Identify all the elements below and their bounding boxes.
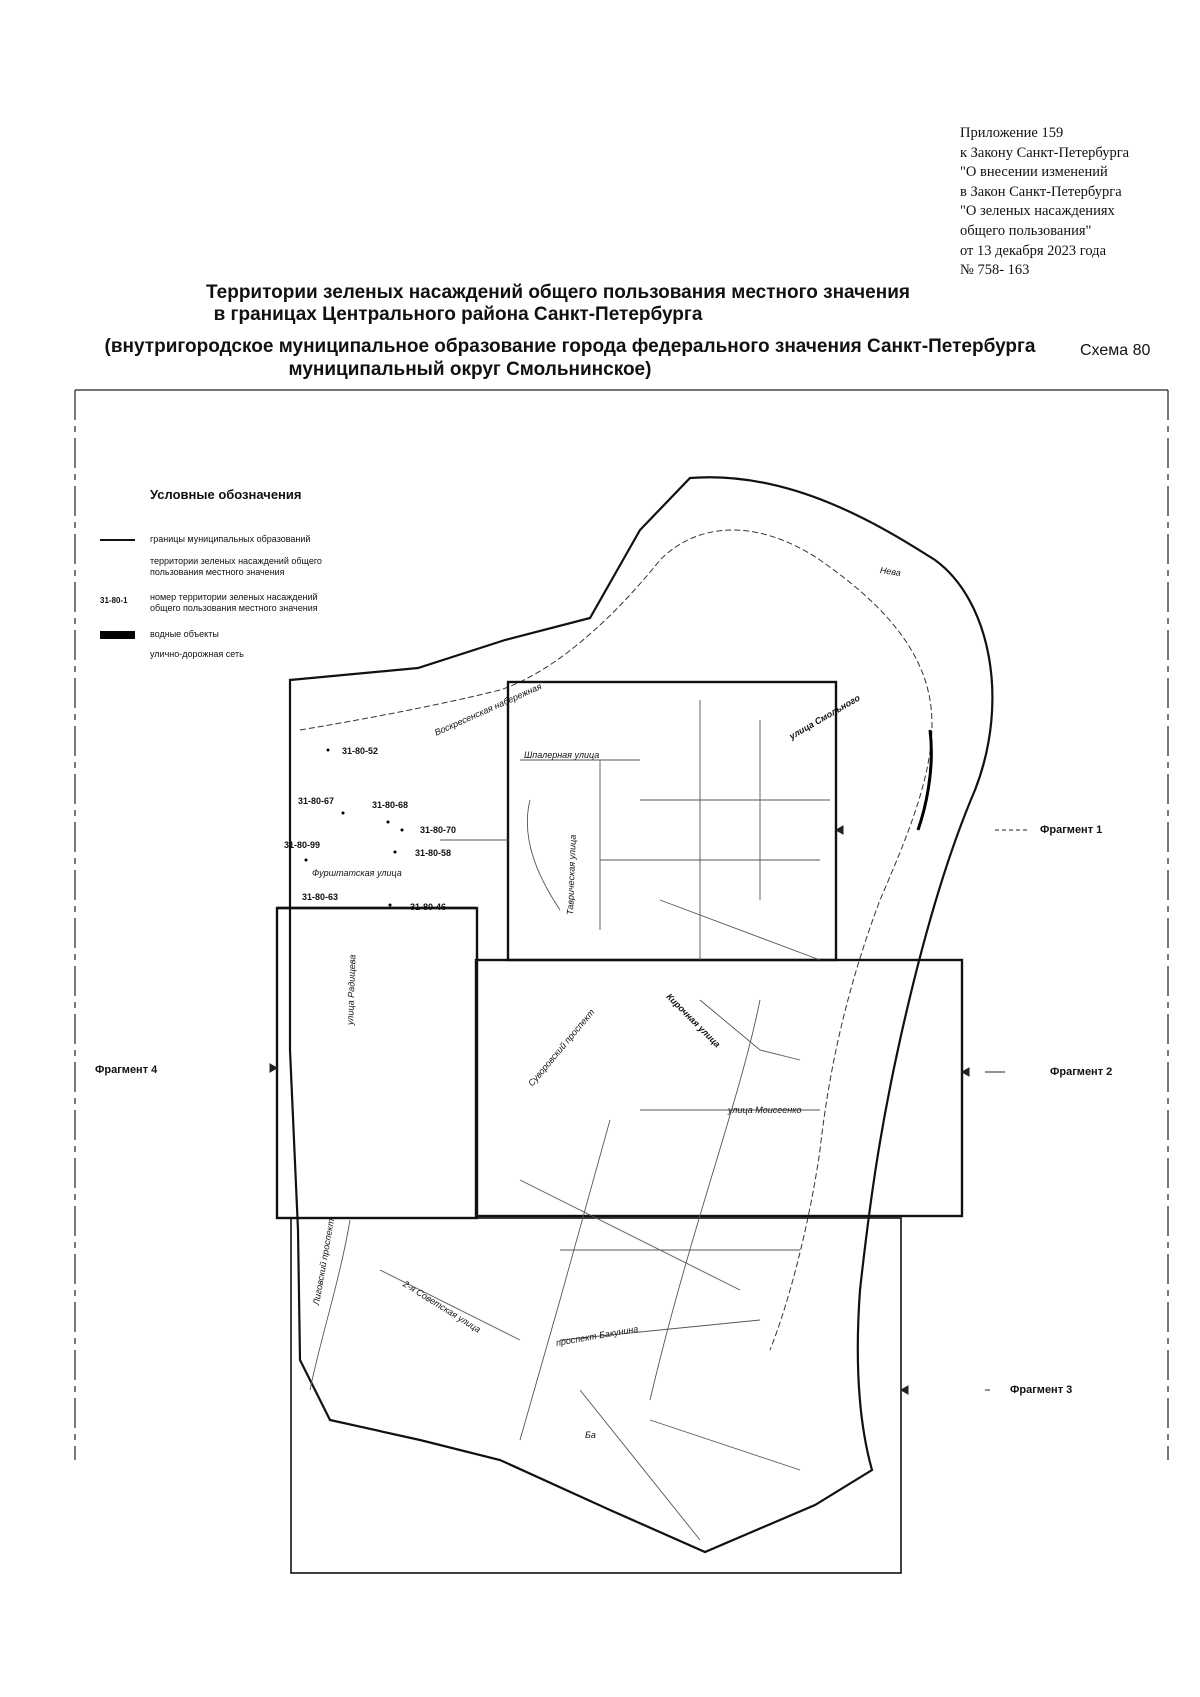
legend-item: улично-дорожная сеть bbox=[150, 649, 244, 659]
title-line-2: в границах Центрального района Санкт-Петербурга bbox=[213, 304, 703, 325]
annex-line: "О зеленых насаждениях bbox=[960, 203, 1115, 220]
territory-label: 31-80-67 bbox=[298, 796, 335, 806]
annex-line: "О внесении изменений bbox=[960, 164, 1108, 181]
fragment-label-4: Фрагмент 4 bbox=[95, 1064, 158, 1076]
fragment-label-1: Фрагмент 1 bbox=[1040, 824, 1103, 836]
street-label: Лиговский проспект bbox=[311, 1217, 337, 1306]
annex-line: № 758- 163 bbox=[960, 262, 1030, 279]
annex-line: от 13 декабря 2023 года bbox=[960, 242, 1106, 259]
street-label: проспект Бакунина bbox=[555, 1323, 639, 1348]
fragment-label-2: Фрагмент 2 bbox=[1050, 1066, 1113, 1078]
legend-item: водные объекты bbox=[150, 629, 219, 639]
title-line-1: Территории зеленых насаждений общего пользования местного значения bbox=[205, 282, 910, 303]
fragment-1-frame bbox=[508, 682, 836, 960]
fragment-label-3: Фрагмент 3 bbox=[1010, 1384, 1073, 1396]
territory-label: 31-80-58 bbox=[415, 848, 452, 858]
map-mark: Ба bbox=[585, 1430, 596, 1440]
river-label: Нева bbox=[879, 565, 902, 578]
annex-line: Приложение 159 bbox=[960, 125, 1064, 141]
street-label: улица Радищева bbox=[345, 954, 358, 1026]
territory-label: 31-80-68 bbox=[372, 800, 409, 810]
territory-label: 31-80-46 bbox=[410, 902, 447, 912]
street-label: Таврическая улица bbox=[565, 834, 578, 916]
street-label: улица Смольного bbox=[787, 692, 862, 742]
legend-title: Условные обозначения bbox=[150, 487, 302, 502]
street-label: Фурштатская улица bbox=[312, 868, 402, 878]
legend-item: номер территории зеленых насаждений общего пользования местного значения bbox=[150, 592, 318, 613]
legend-item: территории зеленых насаждений общего пользования местного значения bbox=[150, 556, 322, 577]
district-boundary bbox=[290, 477, 992, 1552]
legend-symbol-number: 31-80-1 bbox=[100, 596, 128, 605]
schema-number: Схема 80 bbox=[1080, 342, 1151, 359]
street-label: Кирочная улица bbox=[664, 991, 723, 1050]
territory-label: 31-80-70 bbox=[420, 825, 457, 835]
street-label: улица Моисеенко bbox=[728, 1105, 802, 1115]
legend-water-symbol bbox=[100, 631, 135, 639]
street-label: Воскресенская набережная bbox=[432, 681, 544, 738]
territory-label: 31-80-99 bbox=[284, 840, 321, 850]
street-label: Шпалерная улица bbox=[524, 750, 600, 760]
annex-line: в Закон Санкт-Петербурга bbox=[960, 183, 1122, 200]
legend-item: границы муниципальных образований bbox=[150, 534, 311, 544]
annex-line: к Закону Санкт-Петербурга bbox=[960, 144, 1130, 161]
road-network bbox=[310, 700, 830, 1540]
territory-label: 31-80-63 bbox=[302, 892, 339, 902]
map-frame bbox=[75, 390, 1168, 1460]
title-line-4: муниципальный округ Смольнинское) bbox=[288, 359, 652, 380]
street-label: 2-я Советская улица bbox=[401, 1278, 483, 1335]
street-label: Суворовский проспект bbox=[526, 1007, 597, 1089]
fragment-4-frame bbox=[277, 908, 477, 1218]
annex-line: общего пользования" bbox=[960, 222, 1092, 239]
legend-symbols bbox=[100, 540, 135, 639]
title-line-3: (внутригородское муниципальное образование города федерального значения Санкт-Петербурга bbox=[104, 336, 1036, 357]
territory-markers bbox=[305, 749, 404, 907]
territory-label: 31-80-52 bbox=[342, 746, 379, 756]
